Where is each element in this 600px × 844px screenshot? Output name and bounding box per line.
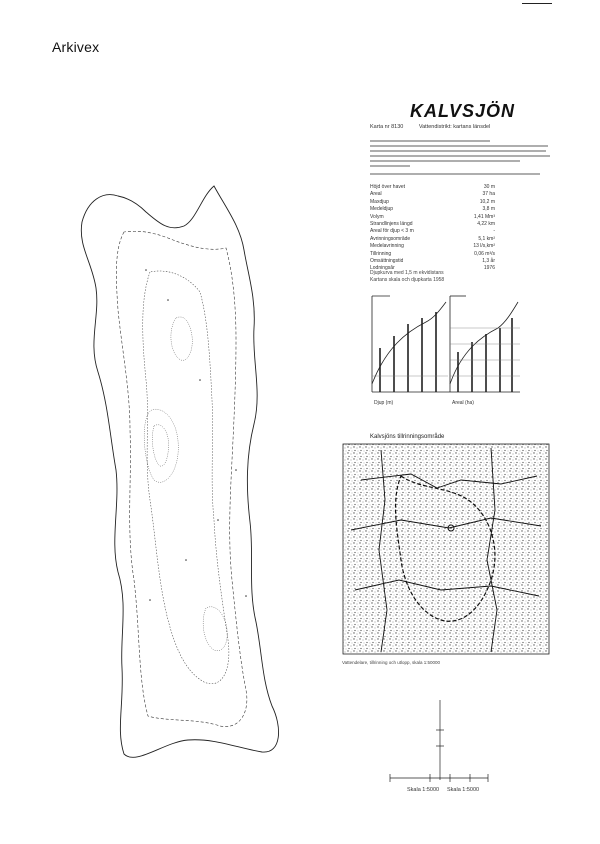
fact-key: Areal	[370, 191, 382, 198]
fact-row	[370, 258, 495, 265]
brand-logo: Arkivex	[52, 39, 100, 55]
hypsographic-graph	[366, 288, 526, 408]
fact-key: Lodningsår	[370, 265, 395, 272]
depth-contour-south	[203, 607, 227, 651]
fact-value: 30 m	[483, 184, 495, 190]
fact-key: Maxdjup	[370, 198, 389, 205]
meta-item: Karta nr 8130	[370, 124, 404, 130]
fact-value: 5,1 km²	[478, 235, 495, 242]
depth-contour-inner	[171, 317, 192, 360]
fact-value: 1,41 Mm³	[473, 213, 495, 220]
fact-value: 3,8 m	[482, 206, 495, 213]
fact-row	[370, 184, 495, 191]
fact-key: Höjd över havet	[370, 184, 406, 190]
depth-contour-outer	[116, 231, 247, 726]
fact-key: Omsättningstid	[370, 257, 404, 264]
fact-value: 0,06 m³/s	[474, 250, 495, 257]
fact-value: 4,22 km	[477, 220, 495, 227]
fact-row	[370, 191, 495, 198]
fact-value: 37 ha	[482, 191, 495, 198]
scale-bars	[384, 690, 524, 790]
area-curve	[372, 302, 446, 384]
fact-row	[370, 206, 495, 213]
fact-value: 10,2 m	[479, 198, 495, 205]
fact-value: -	[493, 228, 495, 235]
volume-curve	[450, 302, 518, 384]
lake-title: KALVSJÖN	[410, 101, 516, 121]
fact-value: 1,3 år	[482, 257, 495, 264]
fact-row	[370, 236, 495, 243]
fact-key: Areal för djup < 3 m	[370, 228, 414, 235]
fact-key: Avrinningsområde	[370, 235, 411, 242]
fact-key: Volym	[370, 213, 384, 220]
meta-item: Vattendistrikt: kartans länsdel	[418, 124, 491, 130]
graph-label-depth: Djup (m)	[374, 400, 394, 406]
catchment-map	[341, 440, 551, 656]
fact-value: 13 l/s,km²	[473, 243, 495, 250]
description-text-block	[370, 140, 550, 178]
fact-row	[370, 243, 495, 250]
fact-key: Medeldjup	[370, 206, 394, 213]
scale-label-left: Skala 1:5000	[407, 787, 440, 793]
fact-key: Strandlinjens längd	[370, 220, 413, 227]
catchment-map-title: Kalvsjöns tillrinningsområde	[370, 434, 445, 440]
fact-row	[370, 199, 495, 206]
fact-key: Tillrinning	[370, 250, 392, 257]
depth-contour-deep	[144, 409, 178, 482]
fact-value: 1976	[483, 265, 495, 272]
lake-facts-table	[370, 184, 495, 273]
depth-contour-mid	[143, 271, 229, 684]
scale-label-right: Skala 1:5000	[447, 787, 480, 793]
sheet-meta	[370, 124, 504, 130]
fact-row	[370, 221, 495, 228]
fact-row	[370, 214, 495, 221]
fact-key: Medelavrinning	[370, 243, 404, 250]
contour-note: Djupkurva med 1,5 m ekvidistans	[370, 270, 444, 276]
depth-contour-deepest	[152, 425, 168, 466]
graph-label-area: Areal (ha)	[452, 400, 474, 406]
survey-note: Kartans skala och djupkarta 1958	[370, 277, 445, 283]
shoreline	[81, 186, 278, 757]
fact-row	[370, 228, 495, 235]
fact-row	[370, 251, 495, 258]
catchment-map-caption: Vattendelare, tillrinning och utlopp, skala 1:50000	[342, 660, 440, 665]
